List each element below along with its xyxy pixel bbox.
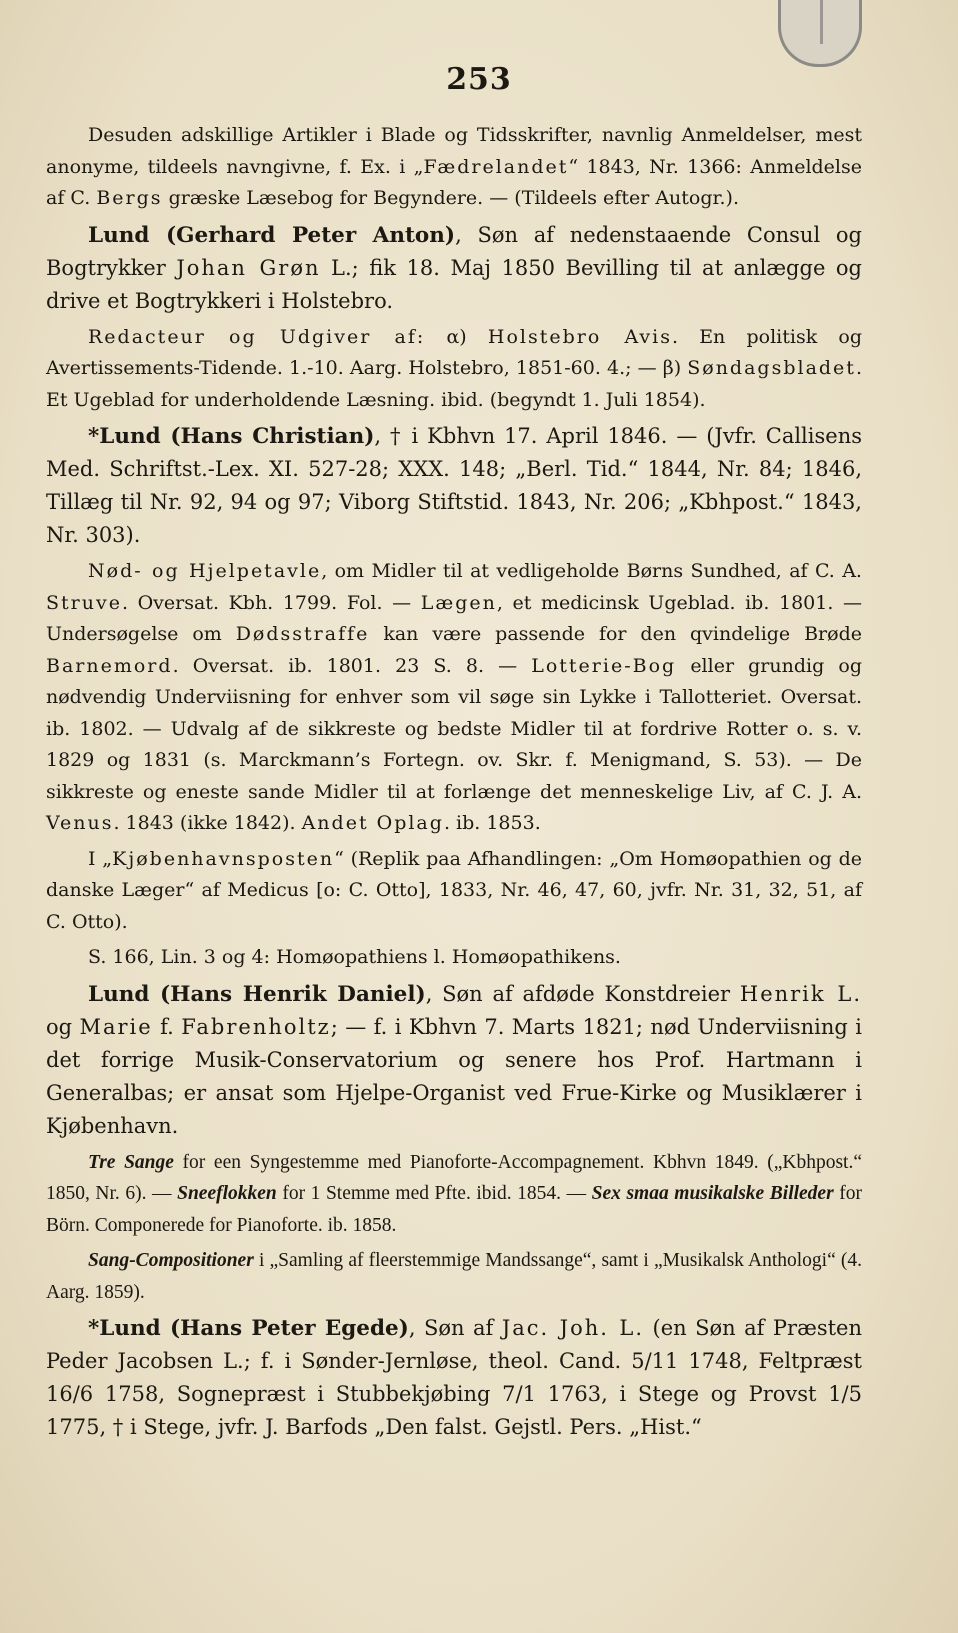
spaced-text: Dødsstraffe xyxy=(235,623,370,645)
text-run: , Søn af afdøde Konstdreier xyxy=(425,981,740,1006)
text-run: ; — f. i Kbhvn 7. Marts 1821; nød Underviisning i det forrige Musik-Conservatorium og senere hos Prof. Hartmann i Generalbas; er ansat som Hjelpe-Organist ved Frue-Kirke og Musiklærer i Kjøbenhavn. xyxy=(46,1014,862,1138)
text-run: . En politisk og Avertissements-Tidende. 1.-10. Aarg. Holstebro, 1851-60. 4.; — β) xyxy=(46,325,862,379)
text-run: . Oversat. Kbh. 1799. Fol. — xyxy=(121,591,421,614)
paragraph xyxy=(46,942,862,974)
work-title: Sex smaa musikalske Billeder xyxy=(591,1183,834,1204)
work-title: Sang-Compositioner xyxy=(88,1250,254,1271)
text-run: , om Midler til at vedligeholde Børns Sundhed, af C. A. xyxy=(321,560,862,582)
text-run: , Søn af nedenstaaende Consul og Bogtrykker xyxy=(46,222,862,280)
paragraph xyxy=(46,1245,862,1308)
biography-entry xyxy=(46,219,862,318)
entry-headword: Lund (Hans Henrik Daniel) xyxy=(88,981,426,1007)
text-run: , Søn af xyxy=(408,1316,502,1340)
spaced-text: Marie xyxy=(79,1014,153,1039)
biography-entry xyxy=(46,978,862,1143)
paragraph xyxy=(46,322,862,417)
spaced-text: Kjøbenhavnsposten xyxy=(112,847,335,870)
text-run: for Börn. Componerede for Pianoforte. ib. 1858. xyxy=(46,1183,862,1236)
text-run: kan være passende for den qvindelige Brøde xyxy=(369,623,862,645)
text-run: (en Søn af Præsten Peder Jacobsen L.; f. i Sønder-Jernløse, theol. Cand. 5/11 1748, Feltpræst 16/6 1758, Sognepræst i Stubbekjøbing 7/1 1763, i Stege og Provst 1/5 1775, † i Stege, jvfr. J. Barfods „Den falst. Gejstl. Pers. „Hist.“ xyxy=(46,1316,862,1439)
page-number: 253 xyxy=(446,62,512,97)
text-body xyxy=(46,120,862,1448)
text-run: og xyxy=(46,1014,80,1039)
spaced-text: Barnemord xyxy=(46,654,173,677)
text-run: S. 166, Lin. 3 og 4: Homøopathiens l. Homøopathikens. xyxy=(88,946,621,968)
text-run: for een Syngestemme med Pianoforte-Accompagnement. Kbhvn 1849. („Kbhpost.“ 1850, Nr. 6). — xyxy=(46,1151,862,1204)
spaced-text: Nød- og Hjelpetavle xyxy=(88,560,322,582)
spaced-text: Johan Grøn xyxy=(176,255,321,280)
spaced-text: Struve xyxy=(46,591,122,614)
text-run: α) xyxy=(425,325,488,348)
text-run: . Et Ugeblad for underholdende Læsning. ibid. (begyndt 1. Juli 1854). xyxy=(46,357,862,411)
text-run: Desuden adskillige Artikler i Blade og Tidsskrifter, navnlig Anmeldelser, mest anonyme, tildeels navngivne, f. Ex. i „ xyxy=(46,124,862,178)
text-run: græske Læsebog for Begyndere. — (Tildeels efter Autogr.). xyxy=(162,187,740,209)
text-run: . Oversat. ib. 1801. 23 S. 8. — xyxy=(172,654,532,677)
spaced-text: Andet Oplag xyxy=(301,812,444,834)
entry-headword: Lund (Gerhard Peter Anton) xyxy=(88,222,456,248)
work-title: Sneeflokken xyxy=(177,1183,277,1204)
spaced-text: Lotterie-Bog xyxy=(531,654,677,677)
entry-headword: *Lund (Hans Christian) xyxy=(88,424,375,449)
paragraph xyxy=(46,1147,862,1242)
paragraph xyxy=(46,844,862,939)
text-run: , et medicinsk Ugeblad. ib. 1801. — Undersøgelse om xyxy=(46,591,862,645)
text-run: eller grundig og nødvendig Underviisning for enhver som vil søge sin Lykke i Tallotteriet. Oversat. ib. 1802. — Udvalg af de sikkreste og bedste Midler til at fordrive Rotter o. s. v. 1829 og 1831 (s. Marckmann’s Fortegn. ov. Skr. f. Menigmand, S. 53). — De sikkreste og eneste sande Midler til at forlænge det menneskelige Liv, af C. J. A. xyxy=(46,654,862,803)
text-run: I „ xyxy=(88,847,113,870)
text-run: i „Samling af fleerstemmige Mandssange“, samt i „Musikalsk Anthologi“ (4. Aarg. 1859). xyxy=(46,1250,862,1303)
text-run: f. xyxy=(152,1014,182,1039)
spaced-text: Bergs xyxy=(96,187,163,209)
spaced-text: Henrik L. xyxy=(739,981,863,1006)
biography-entry xyxy=(46,1312,862,1444)
paragraph xyxy=(46,556,862,840)
spaced-text: Fabrenholtz xyxy=(181,1014,331,1039)
text-run: L.; fik 18. Maj 1850 Bevilling til at anlægge og drive et Bogtrykkeri i Holstebro. xyxy=(46,255,862,313)
text-run: “ (Replik paa Afhandlingen: „Om Homøopathien og de danske Læger“ af Medicus [o: C. Otto], 1833, Nr. 46, 47, 60, jvfr. Nr. 31, 32, 51, af C. Otto). xyxy=(46,847,862,933)
text-run: . 1843 (ikke 1842). xyxy=(113,812,302,834)
spaced-text: Søndagsbladet xyxy=(687,357,856,379)
text-run: . ib. 1853. xyxy=(443,812,541,834)
spaced-text: Holstebro Avis xyxy=(487,325,672,348)
biography-entry xyxy=(46,420,862,552)
paragraph xyxy=(46,120,862,215)
text-run: “ 1843, Nr. 1366: Anmeldelse af C. xyxy=(46,155,863,209)
spaced-text: Venus xyxy=(46,812,114,834)
entry-headword: *Lund (Hans Peter Egede) xyxy=(88,1316,409,1341)
spaced-text: Redacteur og Udgiver af: xyxy=(88,325,426,348)
text-run: for 1 Stemme med Pfte. ibid. 1854. — xyxy=(276,1183,592,1204)
spaced-text: Jac. Joh. L. xyxy=(501,1316,645,1340)
spaced-text: Lægen xyxy=(420,591,497,614)
text-run: , † i Kbhvn 17. April 1846. — (Jvfr. Callisens Med. Schriftst.-Lex. XI. 527-28; XXX. 148; „Berl. Tid.“ 1844, Nr. 84; 1846, Tillæg til Nr. 92, 94 og 97; Viborg Stiftstid. 1843, Nr. 206; „Kbhpost.“ 1843, Nr. 303). xyxy=(46,424,862,547)
paper-clip-wire xyxy=(820,0,835,44)
work-title: Tre Sange xyxy=(88,1151,174,1173)
spaced-text: Fædrelandet xyxy=(423,155,569,178)
